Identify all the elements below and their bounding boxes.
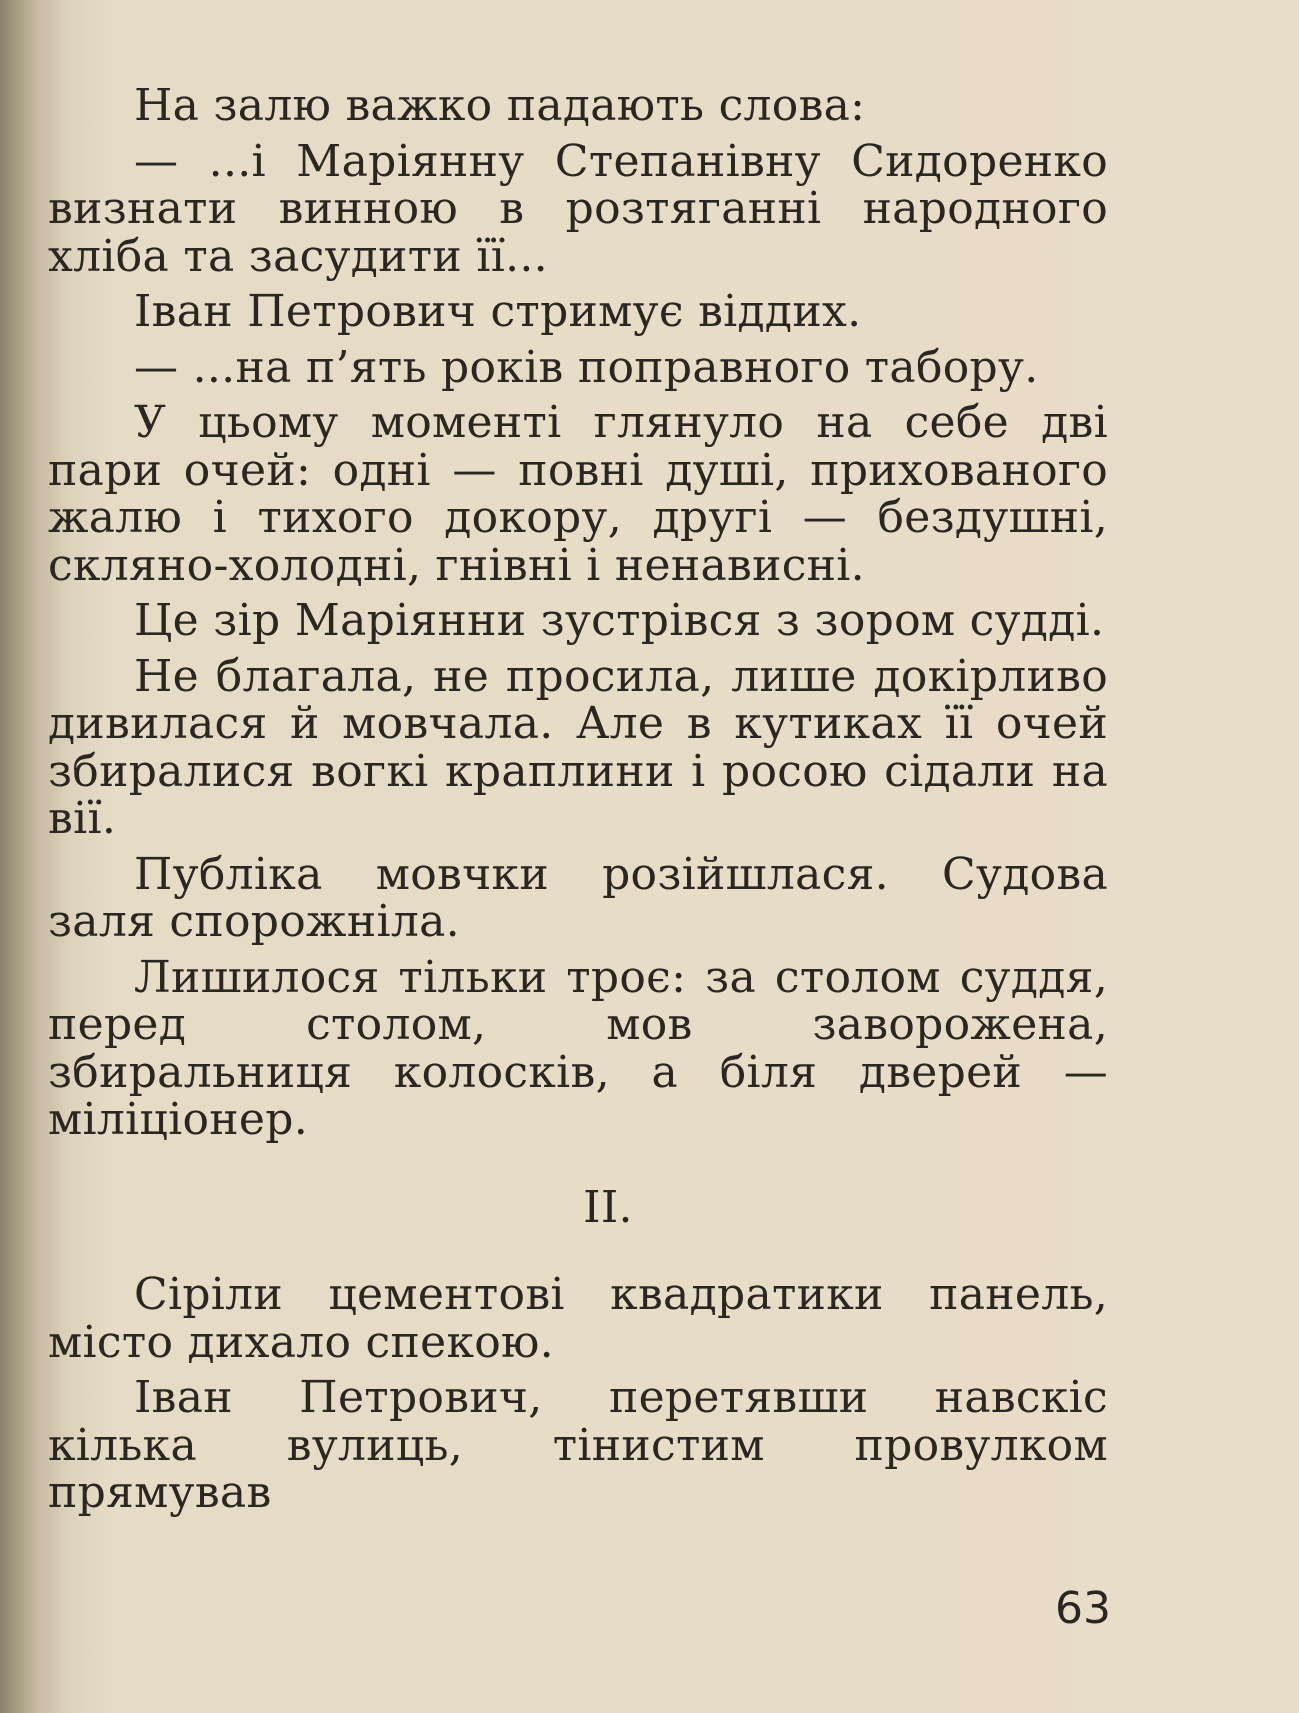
paragraph-3: Іван Петрович стримує віддих.	[134, 286, 862, 337]
paragraph-6: Це зір Маріянни зустрівся з зором судді.	[134, 595, 1105, 646]
paragraph-8: Публіка мовчки розійшлася. Судова заля спорожніла.	[48, 848, 1108, 947]
paragraph-4: — ...на п’ять років поправного табору.	[134, 341, 1039, 393]
page-number: 63	[1055, 1583, 1111, 1634]
paragraph-2: — ...і Маріянну Степанівну Сидоренко визнати винною в розтяганні народного хліба та засудити її...	[48, 135, 1108, 282]
paragraph-10: Сіріли цементові квадратики панель, місто дихало спекою.	[48, 1269, 1108, 1368]
paragraph-5: У цьому моменті глянуло на себе дві пари очей: одні — повні душі, прихованого жалю і тихого докору, другі — бездушні, скляно-холодні, гнівні і ненависні.	[48, 397, 1108, 591]
page-text	[48, 82, 1108, 1525]
paragraph-7: Не благала, не просила, лише докірливо дивилася й мовчала. Але в кутиках її очей збиралися вогкі краплини і росою сідали на вії.	[48, 650, 1108, 844]
paragraph-11: Іван Петрович, перетявши навскіс кілька вулиць, тінистим провулком прямував	[48, 1372, 1108, 1518]
paragraph-9: Лишилося тільки троє: за столом суддя, перед столом, мов заворожена, збиральниця колосків, а біля дверей — міліціонер.	[48, 951, 1108, 1145]
section-heading: II.	[583, 1181, 633, 1233]
paragraph-1: На залю важко падають слова:	[134, 80, 866, 131]
